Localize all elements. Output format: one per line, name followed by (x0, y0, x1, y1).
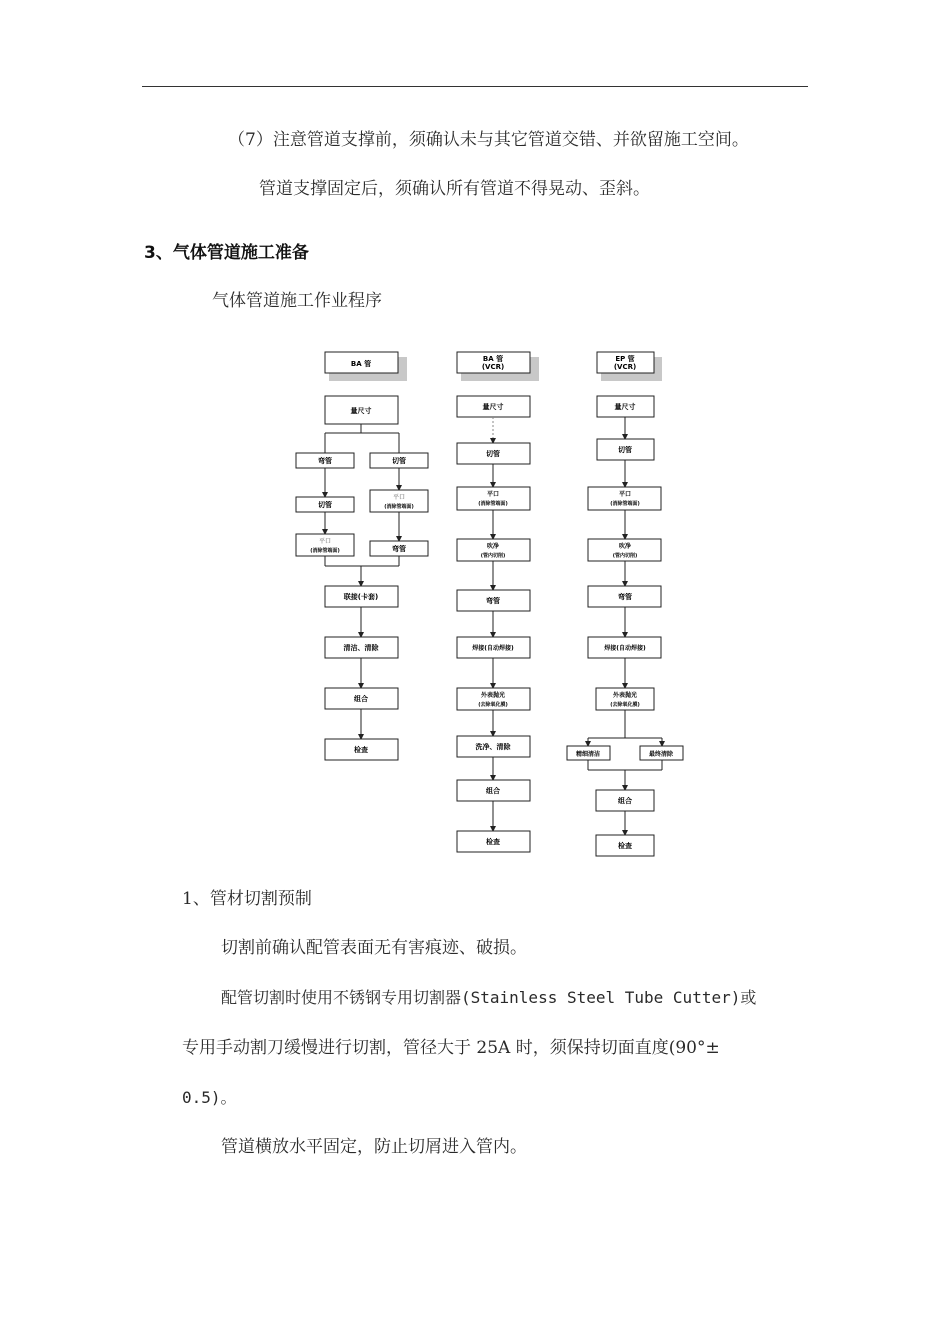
epvcr-measure-label: 量尺寸 (614, 403, 636, 411)
bavcr-polish-sub: (去除氧化膜) (478, 702, 508, 708)
epvcr-header-label: EP 管 (615, 355, 635, 363)
ba-join-label: 联接(卡套) (343, 593, 379, 601)
bavcr-blow-sub: (管内切削) (480, 553, 506, 559)
bavcr-flat-sub: (消除管端面) (478, 501, 508, 507)
bavcr-measure-label: 量尺寸 (482, 403, 504, 411)
epvcr-blow-label: 吹净 (618, 543, 632, 550)
epvcr-header-sub: (VCR) (613, 363, 637, 371)
bavcr-cut-label: 切管 (486, 450, 500, 458)
ba-flat-right-label: 平口 (392, 494, 406, 501)
ba-header-label: BA 管 (350, 360, 372, 368)
paragraph-support-fixed: 管道支撑固定后，须确认所有管道不得晃动、歪斜。 (259, 179, 650, 199)
bavcr-wash-label: 洗净、清除 (475, 743, 511, 751)
ba-measure-label: 量尺寸 (350, 407, 372, 415)
epvcr-polish-sub: (去除氧化膜) (610, 702, 640, 708)
bavcr-inspect-label: 检查 (486, 838, 500, 846)
bavcr-blow-label: 吹净 (486, 543, 500, 550)
epvcr-flat-sub: (消除管端面) (610, 501, 640, 507)
ep-vcr-column (567, 352, 683, 856)
epvcr-weld-label: 焊接(自动焊接) (604, 645, 646, 652)
ba-assemble-label: 组合 (354, 695, 368, 703)
epvcr-fine-wash-label: 精细清洁 (575, 751, 601, 758)
paragraph-manual-cutter: 专用手动割刀缓慢进行切割，管径大于 25A 时，须保持切面直度(90°± (182, 1038, 720, 1058)
ba-inspect-label: 检查 (354, 746, 368, 754)
ba-cut-right-label: 切管 (392, 457, 406, 465)
bavcr-polish-label: 外表抛光 (480, 692, 506, 699)
paragraph-tolerance: 0.5)。 (182, 1088, 237, 1107)
epvcr-bend-label: 弯管 (618, 593, 632, 601)
ba-flat-right-sub: (消除管端面) (384, 504, 414, 510)
ba-vcr-column (457, 352, 539, 852)
bavcr-flat-label: 平口 (486, 491, 500, 498)
epvcr-inspect-label: 检查 (618, 842, 632, 850)
epvcr-blow-sub: (管内切削) (612, 553, 638, 559)
paragraph-cutter-usage: 配管切割时使用不锈钢专用切割器(Stainless Steel Tube Cutter)或 (221, 988, 757, 1007)
bavcr-header-label: BA 管 (482, 355, 504, 363)
section-heading: 3、气体管道施工准备 (144, 243, 309, 263)
bavcr-header-sub: (VCR) (481, 363, 505, 371)
ba-clean-label: 清洁、清除 (343, 644, 379, 652)
ba-column (296, 352, 428, 760)
flowchart-title: 气体管道施工作业程序 (212, 291, 382, 311)
bavcr-weld-label: 焊接(自动焊接) (472, 645, 514, 652)
paragraph-support-note: （7）注意管道支撑前，须确认未与其它管道交错、并欲留施工空间。 (228, 130, 749, 150)
ba-cut-left-label: 切管 (318, 501, 332, 509)
paragraph-horizontal-fix: 管道横放水平固定，防止切屑进入管内。 (221, 1137, 527, 1157)
epvcr-assemble-label: 组合 (618, 797, 632, 805)
paragraph-pre-cut-check: 切割前确认配管表面无有害痕迹、破损。 (221, 938, 527, 958)
list-item-pipe-cutting: 1、管材切割预制 (182, 889, 312, 909)
bavcr-assemble-label: 组合 (486, 787, 500, 795)
epvcr-cut-label: 切管 (618, 446, 632, 454)
ba-bend-left-label: 弯管 (318, 457, 332, 465)
ba-bend-right-label: 弯管 (392, 545, 406, 553)
epvcr-flat-label: 平口 (618, 491, 632, 498)
ba-flat-left-label: 平口 (318, 538, 332, 545)
epvcr-polish-label: 外表抛光 (612, 692, 638, 699)
bavcr-bend-label: 弯管 (486, 597, 500, 605)
epvcr-final-clean-label: 最终清除 (648, 751, 674, 758)
ba-flat-left-sub: (消除管端面) (310, 548, 340, 554)
